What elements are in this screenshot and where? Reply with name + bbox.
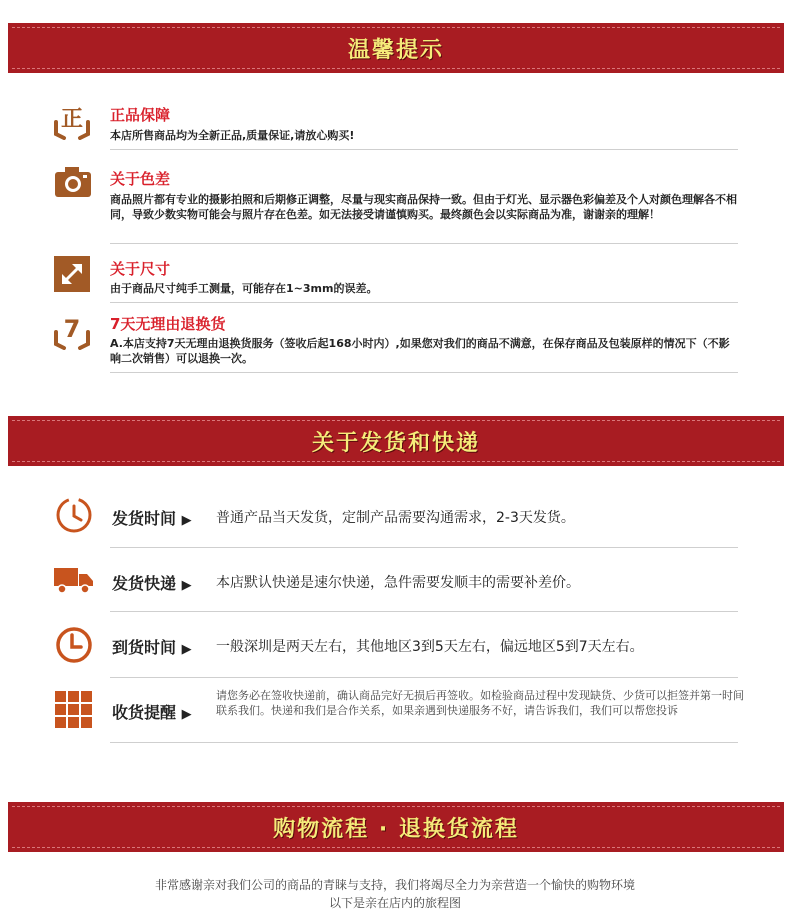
label-text: 发货时间: [112, 509, 177, 528]
seven-glyph: 7: [63, 315, 81, 343]
shipping-text-dispatch-time: 普通产品当天发货，定制产品需要沟通需求，2-3天发货。: [216, 510, 575, 526]
banner-shopping-process: [8, 802, 784, 852]
delivery-truck-icon: [54, 566, 94, 594]
clock-icon: [55, 496, 93, 534]
banner-title: 温馨提示: [347, 37, 444, 63]
authentic-glyph: 正: [60, 107, 84, 132]
label-text: 发货快递: [112, 574, 177, 593]
grid-icon: [55, 691, 93, 729]
divider: [110, 677, 738, 678]
banner-shipping: [8, 416, 784, 466]
tip-title-color: 关于色差: [110, 170, 171, 188]
tip-desc-authentic: 本店所售商品均为全新正品,质量保证,请放心购买!: [110, 129, 355, 142]
shipping-label-dispatch-time: [112, 506, 192, 529]
banner-warm-tips: [8, 23, 784, 73]
divider: [110, 302, 738, 303]
camera-icon: [54, 166, 92, 198]
divider: [110, 547, 738, 548]
seven-day-return-icon: [52, 310, 92, 350]
tip-desc-color: 商品照片都有专业的摄影拍照和后期修正调整，尽量与现实商品保持一致。但由于灯光、显示器色彩偏差及个人对颜色理解各不相同，导致少数实物可能会与照片存在色差。如无法接受请谨慎购买。最终颜色会以实际商品为准，谢谢亲的理解！: [110, 193, 737, 221]
footer-journey-caption: 以下是亲在店内的旅程图: [328, 896, 461, 910]
divider: [110, 149, 738, 150]
divider: [110, 372, 738, 373]
shipping-label-courier: [112, 571, 192, 594]
arrow-right-icon: ▶: [181, 513, 192, 528]
arrow-right-icon: ▶: [181, 642, 192, 657]
divider: [110, 243, 738, 244]
shipping-label-receipt-reminder: [112, 700, 192, 723]
tip-title-authentic: 正品保障: [110, 106, 171, 124]
arrow-right-icon: ▶: [181, 578, 192, 593]
banner-title: 关于发货和快递: [311, 430, 480, 456]
shipping-label-arrival-time: [112, 635, 192, 658]
resize-arrow-icon: [54, 256, 90, 292]
divider: [110, 611, 738, 612]
tip-desc-return: A.本店支持7天无理由退换货服务（签收后起168小时内）,如果您对我们的商品不满意，在保存商品及包装原样的情况下（不影响二次销售）可以退换一次。: [110, 337, 730, 365]
tip-title-size: 关于尺寸: [110, 260, 171, 278]
shipping-text-arrival-time: 一般深圳是两天左右，其他地区3到5天左右，偏远地区5到7天左右。: [216, 639, 644, 655]
authentic-guarantee-icon: [52, 100, 92, 140]
footer-thanks: 非常感谢亲对我们公司的商品的青睐与支持，我们将竭尽全力为亲营造一个愉快的购物环境: [154, 878, 635, 892]
shipping-text-receipt-reminder: 请您务必在签收快递前，确认商品完好无损后再签收。如检验商品过程中发现缺货、少货可以拒签并第一时间联系我们。快递和我们是合作关系，如果亲遇到快递服务不好，请告诉我们，我们可以帮您投诉: [216, 689, 744, 717]
tip-desc-size: 由于商品尺寸纯手工测量，可能存在1~3mm的误差。: [110, 282, 378, 295]
divider: [110, 742, 738, 743]
label-text: 到货时间: [112, 638, 177, 657]
timer-icon: [55, 626, 93, 664]
shipping-text-courier: 本店默认快递是速尔快递，急件需要发顺丰的需要补差价。: [216, 575, 580, 591]
tip-title-return: 7天无理由退换货: [110, 315, 226, 333]
label-text: 收货提醒: [112, 703, 177, 722]
arrow-right-icon: ▶: [181, 707, 192, 722]
banner-title: 购物流程 · 退换货流程: [273, 816, 519, 842]
